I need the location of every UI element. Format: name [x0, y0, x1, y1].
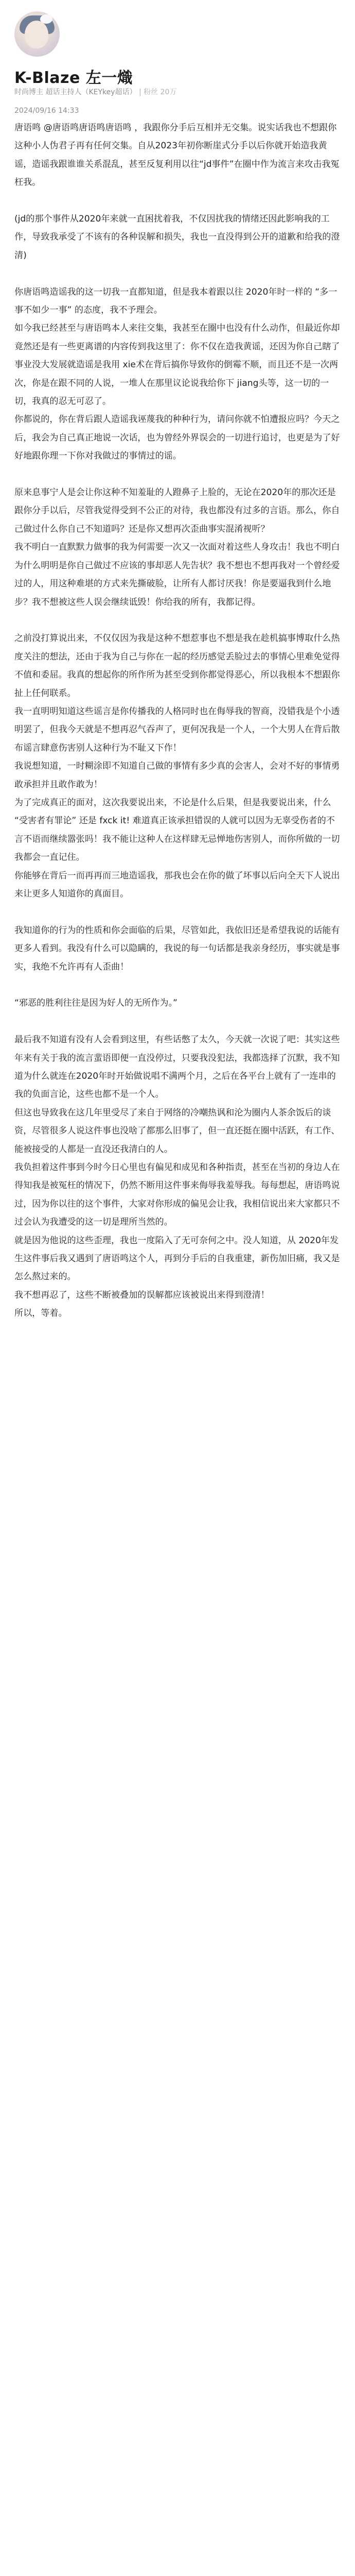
post-paragraph-4: 原来息事宁人是会让你这种不知羞耻的人蹬鼻子上脸的，无论在2020年的那次还是跟你分手以后，尽管我觉得受到不公正的对待，我也都没有过多的言语。那么，你自己做过什么你自己不知道吗？还是你又想再次歪曲事实混淆视听？ 我不明白一直默默力做事的我为何需要一次又一次面对着这些人身攻击！我也不明白为什么明明是你自己做过不应该的事却恶人先告状？我不想也不想再我对一个曾经爱过的人，用这种难堪的方式来先撕破脸，让所有人都讨厌我！你是要逼我到什么地步？我不想被这些人误会继续诋毁！你给我的所有，我都记得。	[14, 487, 340, 607]
profile-meta-line: 时尚博主 超话主持人（KEYkey超话）	[14, 88, 137, 96]
post-paragraph-1: 唐语鸣 @唐语鸣唐语鸣唐语鸣 ，我跟你分手后互相并无交集。说实话我也不想跟你这种小人伪君子再有任何交集。自从2023年初你断崖式分手以后你就开始造我黄谣，造谣我跟谁谁关系混乱，甚至反复利用以往“jd事件”在圈中作为流言来攻击我冤枉我。	[14, 123, 340, 188]
profile-header	[14, 0, 341, 100]
post-paragraph-6: 我知道你的行为的性质和你会面临的后果，尽管如此，我依旧还是希望我说的话能有更多人看到。我没有什么可以隐瞒的，我说的每一句话都是我亲身经历，事实就是事实，我绝不允许再有人歪曲！	[14, 925, 340, 972]
profile-meta	[14, 87, 176, 97]
post-paragraph-7: 最后我不知道有没有人会看到这里，有些话憋了太久，今天就一次说了吧：其实这些年来有关于我的流言蜚语即便一直没停过，只要我没犯法，我都选择了沉默，我不知道为什么就连在2020年时开始做说唱不满两个月，之后在各平台上就有了一连串的我的负面言论，这些也都不是一个人。 但这也导致我在这几年里受尽了来自于网络的冷嘲热讽和沦为圈内人茶余饭后的谈资，尽管很多人说这件事也没啥了都那么旧事了，但一直还挺在圈中活跃，有工作、能被接受的人都是一直没还我清白的人。 我负担着这件事到今时今日心里也有偏见和成见和各种指责，甚至在当初的身边人在得知我是被冤枉的情况下，仍然不断用这件事来侮辱我羞辱我。每每想起，唐语鸣说过，因为你以往的这个事件，大家对你形成的偏见会让我，我相信说出来大家都只不过会认为我遭受的这一切是理所当然的。 就是因为他说的这些歪理，我也一度陷入了无可奈何之中。没人知道，从 2020年发生这件事后我又遇到了唐语鸣这个人，再到分手后的自我重建，新伤加旧痛，我又是怎么熬过来的。 我不想再忍了，这些不断被叠加的误解都应该被说出来得到澄清！ 所以，等着。	[14, 1035, 340, 1319]
profile-meta-extra: | 粉丝 20万	[136, 88, 177, 96]
post-content	[14, 119, 341, 1323]
post-paragraph-2: (jd的那个事件从2020年来就一直困扰着我，不仅因扰我的情绪还因此影响我的工作，导致我承受了不该有的各种误解和损失，我也一直没得到公开的道歉和给我的澄清)	[14, 214, 340, 261]
profile-name[interactable]: K-Blaze 左一熾	[14, 69, 133, 87]
post-paragraph-5: 之前没打算说出来，不仅仅因为我是这种不想惹事也不想是我在趁机搞事博取什么热度关注的想法，还由于我为自己与你在一起的经历感觉丢脸过去的事情心里难免觉得不值和委屈。我真的想起你的所作所为甚至受到你都觉得恶心，所以我根本不想跟你扯上任何联系。 我一直明明知道这些谣言是你传播我的人格同时也在侮辱我的智商，没错我是个小透明罢了，但我今天就是不想再忍气吞声了，更何况我是一个人，一个大男人在背后散布谣言肆意伤害别人这种行为不耻又下作！ 我说想知道，一时糊涂即不知道自己做的事情有多少真的会害人，会对不好的事情勇敢承担并且敢作敢为！ 为了完成真正的面对，这次我要说出来，不论是什么后果，但是我要说出来，什么 “受害者有罪论” 还是 fxck it! 难道真正该承担错误的人就可以因为无辜受伤者的不言不语而继续嚣张吗！我不能让这种人在这样肆无忌惮地伤害别人，而你所做的一切我都会一直记住。 你能够在背后一而再再而三地造谣我，那我也会在你的做了坏事以后向全天下人说出来让更多人知道你的真面目。	[14, 633, 340, 899]
post-paragraph-3: 你唐语鸣造谣我的这一切我一直都知道，但是我本着跟以往 2020年时一样的 “多一事不如少一事” 的态度，我不予理会。 如今我已经甚至与唐语鸣本人来往交集，我甚至在圈中也没有什么动作，但最近你却竟然还是有一些更离谱的内容传到我这里了：你不仅在造我黄谣，还因为你自己瞎了事业没大发展就造谣是我用 xie术在背后搞你导致你的倒霉不顺，而且还不是一次两次，你是在跟不同的人说，一堆人在那里议论说我给你下 jiang头等，这一切的一切，我真的忍无可忍了。 你都说的，你在背后跟人造谣我诬蔑我的种种行为，请问你就不怕遭报应吗？今天之后，我会为自己真正地说一次话，也为曾经外界误会的一切进行追讨，也更是为了好好地跟你理一下你对我做过的事情过的谣。	[14, 286, 340, 462]
post-timestamp: 2024/09/16 14:33	[14, 107, 79, 115]
post-quote: “邪恶的胜利往往是因为好人的无所作为。”	[14, 998, 177, 1009]
profile-avatar[interactable]	[14, 11, 60, 57]
avatar-face-graphic	[25, 21, 48, 48]
